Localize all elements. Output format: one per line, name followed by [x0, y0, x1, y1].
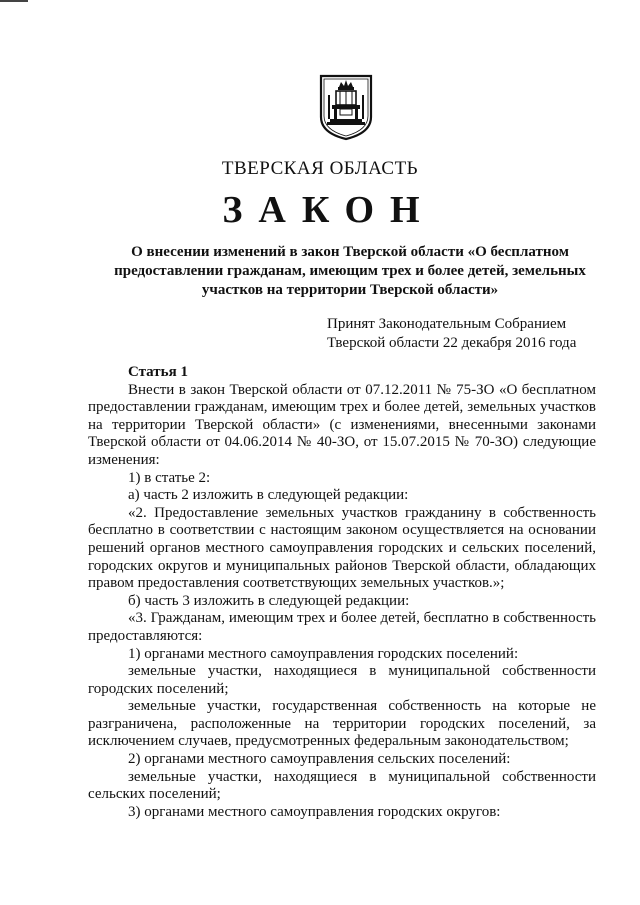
paragraph: «3. Гражданам, имеющим трех и более детей, бесплатно в собственность предоставляются: [88, 610, 596, 644]
region-name: ТВЕРСКАЯ ОБЛАСТЬ [221, 158, 419, 179]
scan-edge-mark [0, 0, 28, 2]
paragraph: 1) органами местного самоуправления городских поселений: [128, 645, 519, 662]
paragraph: б) часть 3 изложить в следующей редакции: [128, 592, 410, 609]
adoption-line-2: Тверской области 22 декабря 2016 года [327, 335, 577, 351]
paragraph: земельные участки, государственная собственность на которые не разграничена, расположенные на территории городских поселений, за исключением случаев, предусмотренных федеральным законодательством; [88, 698, 596, 750]
paragraph: 3) органами местного самоуправления городских округов: [128, 803, 501, 820]
paragraph: а) часть 2 изложить в следующей редакции: [128, 487, 409, 504]
article-heading: Статья 1 [128, 364, 188, 380]
document-type-heading: ЗАКОН [222, 189, 436, 231]
law-body [88, 364, 596, 821]
law-title: О внесении изменений в закон Тверской области «О бесплатном предоставлении гражданам, имеющим трех и более детей, земельных участков на территории Тверской области» [114, 244, 586, 298]
paragraph: 1) в статье 2: [128, 469, 211, 486]
tver-coat-of-arms-icon [318, 73, 374, 141]
paragraph: земельные участки, находящиеся в муниципальной собственности сельских поселений; [88, 768, 596, 803]
paragraph: Внести в закон Тверской области от 07.12.2011 № 75-ЗО «О бесплатном предоставлении гражданам, имеющим трех и более детей, земельных участков на территории Тверской области» (с изменениями, внесенными законами Тверской области от 04.06.2014 № 40-ЗО, от 15.07.2015 № 70-ЗО) следующие изменения: [88, 381, 596, 468]
adoption-note [327, 315, 627, 353]
adoption-line-1: Принят Законодательным Собранием [327, 316, 567, 332]
paragraph: 2) органами местного самоуправления сельских поселений: [128, 751, 511, 768]
paragraph: земельные участки, находящиеся в муниципальной собственности городских поселений; [88, 663, 596, 697]
paragraph: «2. Предоставление земельных участков гражданину в собственность бесплатно в соответствии с настоящим законом осуществляется на основании решений органов местного самоуправления городских и сельских поселений, городских округов и муниципальных районов Тверской области, обладающих правом предоставления соответствующих земельных участков.»; [88, 504, 596, 592]
